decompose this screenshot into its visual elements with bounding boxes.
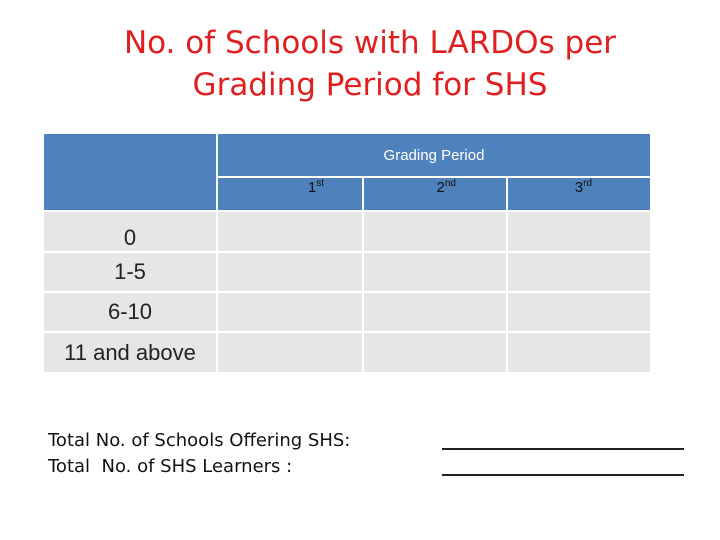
table-cell (217, 292, 363, 332)
row-label: 11 and above (43, 332, 217, 373)
table-cell (363, 252, 507, 292)
table-row (43, 252, 651, 292)
total-learners-blank (442, 474, 684, 476)
table-cell (507, 292, 651, 332)
table-cell (507, 252, 651, 292)
total-schools-row (48, 428, 708, 454)
period-2-header: 2nd (363, 177, 507, 211)
lardo-table (42, 132, 652, 374)
total-learners-label: Total No. of SHS Learners : (48, 456, 293, 477)
totals-section (48, 428, 708, 480)
table-row (43, 292, 651, 332)
table-cell (363, 292, 507, 332)
grading-period-header: Grading Period (217, 133, 651, 177)
total-schools-label: Total No. of Schools Offering SHS: (48, 430, 351, 451)
table-cell (507, 211, 651, 252)
table-cell (217, 332, 363, 373)
table-cell (217, 211, 363, 252)
page-title (60, 22, 680, 106)
total-schools-blank (442, 448, 684, 450)
row-label: 1-5 (43, 252, 217, 292)
period-3-header: 3rd (507, 177, 651, 211)
row-label: 6-10 (43, 292, 217, 332)
table-corner-cell (43, 133, 217, 211)
title-line-2: Grading Period for SHS (192, 67, 548, 103)
row-label: 0 (43, 211, 217, 252)
title-line-1: No. of Schools with LARDOs per (123, 25, 617, 61)
table-cell (217, 252, 363, 292)
table-cell (507, 332, 651, 373)
table-cell (363, 211, 507, 252)
period-1-header: 1st (217, 177, 363, 211)
total-learners-row (48, 454, 708, 480)
table-cell (363, 332, 507, 373)
table-row (43, 332, 651, 373)
table-row (43, 211, 651, 252)
